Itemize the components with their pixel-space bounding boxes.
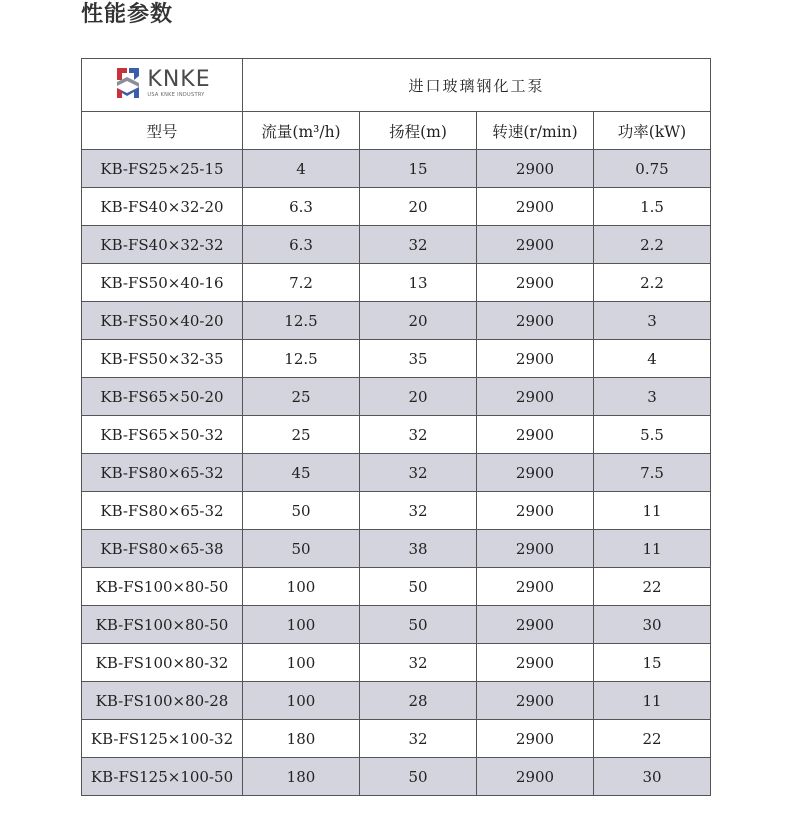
cell-speed: 2900 xyxy=(477,568,594,606)
cell-head: 28 xyxy=(360,682,477,720)
cell-speed: 2900 xyxy=(477,150,594,188)
cell-head: 35 xyxy=(360,340,477,378)
cell-power: 11 xyxy=(594,492,711,530)
cell-head: 15 xyxy=(360,150,477,188)
cell-power: 7.5 xyxy=(594,454,711,492)
cell-speed: 2900 xyxy=(477,454,594,492)
header-flow: 流量(m³/h) xyxy=(243,112,360,150)
cell-head: 38 xyxy=(360,530,477,568)
table-row xyxy=(82,568,711,606)
table-row xyxy=(82,758,711,796)
cell-speed: 2900 xyxy=(477,226,594,264)
cell-model: KB-FS100×80-50 xyxy=(82,606,243,644)
cell-head: 50 xyxy=(360,606,477,644)
cell-flow: 25 xyxy=(243,378,360,416)
cell-head: 32 xyxy=(360,492,477,530)
cell-power: 30 xyxy=(594,758,711,796)
cell-speed: 2900 xyxy=(477,340,594,378)
cell-model: KB-FS100×80-28 xyxy=(82,682,243,720)
cell-model: KB-FS100×80-32 xyxy=(82,644,243,682)
cell-flow: 6.3 xyxy=(243,188,360,226)
cell-flow: 12.5 xyxy=(243,340,360,378)
cell-model: KB-FS125×100-32 xyxy=(82,720,243,758)
cell-head: 20 xyxy=(360,188,477,226)
cell-speed: 2900 xyxy=(477,720,594,758)
cell-flow: 6.3 xyxy=(243,226,360,264)
table-title: 进口玻璃钢化工泵 xyxy=(243,59,711,112)
table-row xyxy=(82,378,711,416)
table-row xyxy=(82,492,711,530)
table-row xyxy=(82,644,711,682)
cell-head: 50 xyxy=(360,568,477,606)
knke-s-logo-icon xyxy=(113,66,143,100)
table-row xyxy=(82,606,711,644)
header-power: 功率(kW) xyxy=(594,112,711,150)
cell-flow: 25 xyxy=(243,416,360,454)
cell-power: 2.2 xyxy=(594,226,711,264)
cell-head: 32 xyxy=(360,454,477,492)
cell-flow: 4 xyxy=(243,150,360,188)
cell-model: KB-FS80×65-32 xyxy=(82,492,243,530)
performance-table xyxy=(81,58,711,796)
cell-speed: 2900 xyxy=(477,530,594,568)
cell-speed: 2900 xyxy=(477,378,594,416)
table-row xyxy=(82,720,711,758)
cell-speed: 2900 xyxy=(477,492,594,530)
cell-head: 20 xyxy=(360,378,477,416)
cell-power: 4 xyxy=(594,340,711,378)
logo-tagline-text: USA KNKE INDUSTRY xyxy=(147,91,205,98)
cell-power: 2.2 xyxy=(594,264,711,302)
cell-flow: 100 xyxy=(243,606,360,644)
cell-power: 22 xyxy=(594,568,711,606)
cell-model: KB-FS100×80-50 xyxy=(82,568,243,606)
cell-model: KB-FS80×65-38 xyxy=(82,530,243,568)
cell-model: KB-FS40×32-20 xyxy=(82,188,243,226)
cell-power: 3 xyxy=(594,302,711,340)
cell-speed: 2900 xyxy=(477,264,594,302)
cell-power: 0.75 xyxy=(594,150,711,188)
cell-power: 22 xyxy=(594,720,711,758)
cell-power: 11 xyxy=(594,682,711,720)
cell-model: KB-FS50×32-35 xyxy=(82,340,243,378)
cell-model: KB-FS80×65-32 xyxy=(82,454,243,492)
cell-power: 11 xyxy=(594,530,711,568)
cell-flow: 100 xyxy=(243,644,360,682)
table-row xyxy=(82,188,711,226)
table-row xyxy=(82,302,711,340)
cell-speed: 2900 xyxy=(477,188,594,226)
cell-model: KB-FS50×40-16 xyxy=(82,264,243,302)
cell-head: 32 xyxy=(360,416,477,454)
section-heading: 性能参数 xyxy=(81,2,174,27)
cell-head: 13 xyxy=(360,264,477,302)
table-row xyxy=(82,530,711,568)
cell-flow: 50 xyxy=(243,530,360,568)
table-row xyxy=(82,264,711,302)
cell-flow: 100 xyxy=(243,568,360,606)
cell-head: 32 xyxy=(360,226,477,264)
table-title-row xyxy=(82,59,711,112)
cell-model: KB-FS50×40-20 xyxy=(82,302,243,340)
table-row xyxy=(82,150,711,188)
cell-flow: 180 xyxy=(243,758,360,796)
cell-flow: 50 xyxy=(243,492,360,530)
cell-speed: 2900 xyxy=(477,644,594,682)
cell-speed: 2900 xyxy=(477,416,594,454)
cell-flow: 100 xyxy=(243,682,360,720)
cell-speed: 2900 xyxy=(477,682,594,720)
logo-cell xyxy=(82,59,243,112)
header-head: 扬程(m) xyxy=(360,112,477,150)
cell-power: 1.5 xyxy=(594,188,711,226)
cell-speed: 2900 xyxy=(477,302,594,340)
table-row xyxy=(82,340,711,378)
table-row xyxy=(82,454,711,492)
cell-model: KB-FS25×25-15 xyxy=(82,150,243,188)
cell-head: 32 xyxy=(360,644,477,682)
cell-model: KB-FS125×100-50 xyxy=(82,758,243,796)
cell-power: 15 xyxy=(594,644,711,682)
cell-power: 30 xyxy=(594,606,711,644)
cell-head: 32 xyxy=(360,720,477,758)
table-row xyxy=(82,416,711,454)
cell-head: 20 xyxy=(360,302,477,340)
header-speed: 转速(r/min) xyxy=(477,112,594,150)
cell-model: KB-FS40×32-32 xyxy=(82,226,243,264)
logo-brand-text: KNKE xyxy=(147,66,211,92)
brand-logo xyxy=(113,66,210,100)
cell-flow: 45 xyxy=(243,454,360,492)
cell-model: KB-FS65×50-32 xyxy=(82,416,243,454)
cell-speed: 2900 xyxy=(477,758,594,796)
table-header-row xyxy=(82,112,711,150)
table-row xyxy=(82,682,711,720)
cell-flow: 12.5 xyxy=(243,302,360,340)
header-model: 型号 xyxy=(82,112,243,150)
cell-head: 50 xyxy=(360,758,477,796)
cell-flow: 180 xyxy=(243,720,360,758)
cell-speed: 2900 xyxy=(477,606,594,644)
table-row xyxy=(82,226,711,264)
cell-model: KB-FS65×50-20 xyxy=(82,378,243,416)
cell-flow: 7.2 xyxy=(243,264,360,302)
cell-power: 3 xyxy=(594,378,711,416)
cell-power: 5.5 xyxy=(594,416,711,454)
